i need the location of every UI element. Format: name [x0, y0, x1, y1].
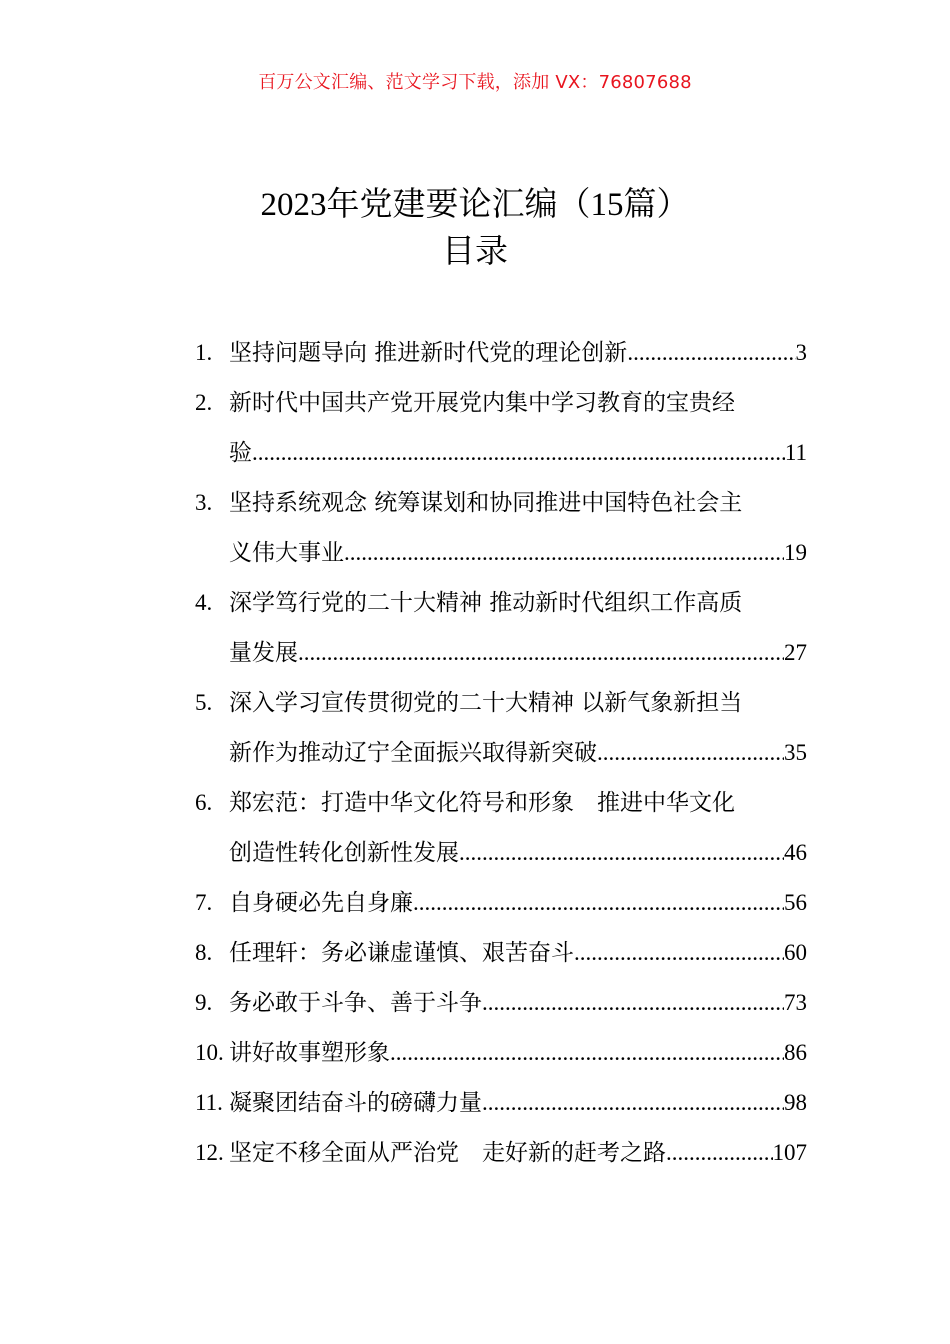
toc-entry-title: 凝聚团结奋斗的磅礴力量 [229, 1090, 482, 1116]
document-title [0, 182, 950, 227]
toc-entry-index: 7. [195, 890, 213, 915]
toc-entry-page-number: 107 [772, 1140, 807, 1165]
toc-entry[interactable] [195, 778, 807, 878]
toc-entry-title: 坚持问题导向 推进新时代党的理论创新 [229, 340, 628, 366]
dot-leader [482, 978, 784, 1028]
toc-entry-index: 6. [195, 790, 213, 815]
title-count: 15 [590, 187, 624, 223]
toc-entry[interactable] [195, 578, 807, 678]
dot-leader [298, 628, 784, 678]
toc-entry-title: 量发展 [229, 640, 298, 666]
toc-entry-line [195, 778, 807, 828]
toc-entry-line [195, 928, 807, 978]
toc-entry-title: 坚定不移全面从严治党 走好新的赶考之路 [229, 1140, 666, 1166]
toc-entry-line [195, 978, 807, 1028]
title-suffix: 篇） [623, 184, 690, 223]
title-text: 年党建要论汇编（ [326, 184, 591, 223]
toc-entry-line [195, 1078, 807, 1128]
toc-entry-page-number: 19 [784, 540, 807, 565]
toc-entry[interactable] [195, 1078, 807, 1128]
toc-entry-title: 义伟大事业 [229, 540, 344, 566]
toc-entry-title: 验 [229, 440, 252, 466]
toc-entry-index: 1. [195, 340, 213, 365]
toc-entry-title: 新作为推动辽宁全面振兴取得新突破 [229, 740, 597, 766]
toc-entry-index: 8. [195, 940, 213, 965]
watermark-banner: 百万公文汇编、范文学习下载，添加 VX：76807688 [258, 72, 692, 93]
toc-entry[interactable] [195, 1028, 807, 1078]
toc-heading: 目录 [442, 231, 508, 270]
toc-entry-line [195, 528, 807, 578]
toc-entry-line [195, 678, 807, 728]
toc-entry-title: 深入学习宣传贯彻党的二十大精神 以新气象新担当 [229, 690, 743, 716]
toc-entry-index: 11. [195, 1090, 223, 1115]
toc-entry-title: 深学笃行党的二十大精神 推动新时代组织工作高质 [229, 590, 743, 616]
toc-entry-line [195, 728, 807, 778]
toc-entry-page-number: 3 [795, 340, 807, 365]
toc-entry[interactable] [195, 1128, 807, 1178]
toc-entry-title: 任理轩：务必谦虚谨慎、艰苦奋斗 [229, 940, 574, 966]
table-of-contents [195, 328, 807, 1178]
toc-entry-page-number: 46 [784, 840, 807, 865]
toc-entry-index: 10. [195, 1040, 224, 1065]
toc-entry-line [195, 328, 807, 378]
toc-entry[interactable] [195, 378, 807, 478]
dot-leader [390, 1028, 784, 1078]
toc-entry-line [195, 378, 807, 428]
toc-entry-index: 5. [195, 690, 213, 715]
toc-entry[interactable] [195, 878, 807, 928]
dot-leader [627, 328, 795, 378]
toc-entry-title: 新时代中国共产党开展党内集中学习教育的宝贵经 [229, 390, 735, 416]
toc-entry-title: 自身硬必先自身廉 [229, 890, 413, 916]
dot-leader [413, 878, 784, 928]
toc-entry-index: 9. [195, 990, 213, 1015]
toc-entry-line [195, 428, 807, 478]
toc-entry-title: 坚持系统观念 统筹谋划和协同推进中国特色社会主 [229, 490, 743, 516]
toc-entry-line [195, 578, 807, 628]
toc-entry-line [195, 628, 807, 678]
toc-entry[interactable] [195, 678, 807, 778]
dot-leader [574, 928, 784, 978]
toc-entry-line [195, 878, 807, 928]
toc-entry-page-number: 35 [784, 740, 807, 765]
toc-entry-line [195, 478, 807, 528]
toc-entry[interactable] [195, 478, 807, 578]
dot-leader [252, 428, 785, 478]
toc-entry-index: 12. [195, 1140, 224, 1165]
toc-entry-index: 3. [195, 490, 213, 515]
toc-entry-page-number: 56 [784, 890, 807, 915]
toc-entry-title: 讲好故事塑形象 [229, 1040, 390, 1066]
toc-entry-title: 务必敢于斗争、善于斗争 [229, 990, 482, 1016]
toc-entry-line [195, 1028, 807, 1078]
toc-entry-line [195, 1128, 807, 1178]
toc-entry[interactable] [195, 928, 807, 978]
toc-entry-page-number: 86 [784, 1040, 807, 1065]
toc-entry-index: 4. [195, 590, 213, 615]
toc-entry-index: 2. [195, 390, 213, 415]
toc-entry-page-number: 73 [784, 990, 807, 1015]
toc-entry-page-number: 60 [784, 940, 807, 965]
dot-leader [459, 828, 784, 878]
toc-entry-title: 郑宏范：打造中华文化符号和形象 推进中华文化 [229, 790, 735, 816]
toc-entry-line [195, 828, 807, 878]
toc-entry-page-number: 11 [784, 440, 807, 465]
toc-entry[interactable] [195, 328, 807, 378]
dot-leader [597, 728, 784, 778]
toc-entry-title: 创造性转化创新性发展 [229, 840, 459, 866]
title-year: 2023 [260, 187, 327, 223]
toc-entry-page-number: 98 [784, 1090, 807, 1115]
dot-leader [666, 1128, 773, 1178]
dot-leader [482, 1078, 784, 1128]
dot-leader [344, 528, 784, 578]
toc-entry[interactable] [195, 978, 807, 1028]
toc-entry-page-number: 27 [784, 640, 807, 665]
